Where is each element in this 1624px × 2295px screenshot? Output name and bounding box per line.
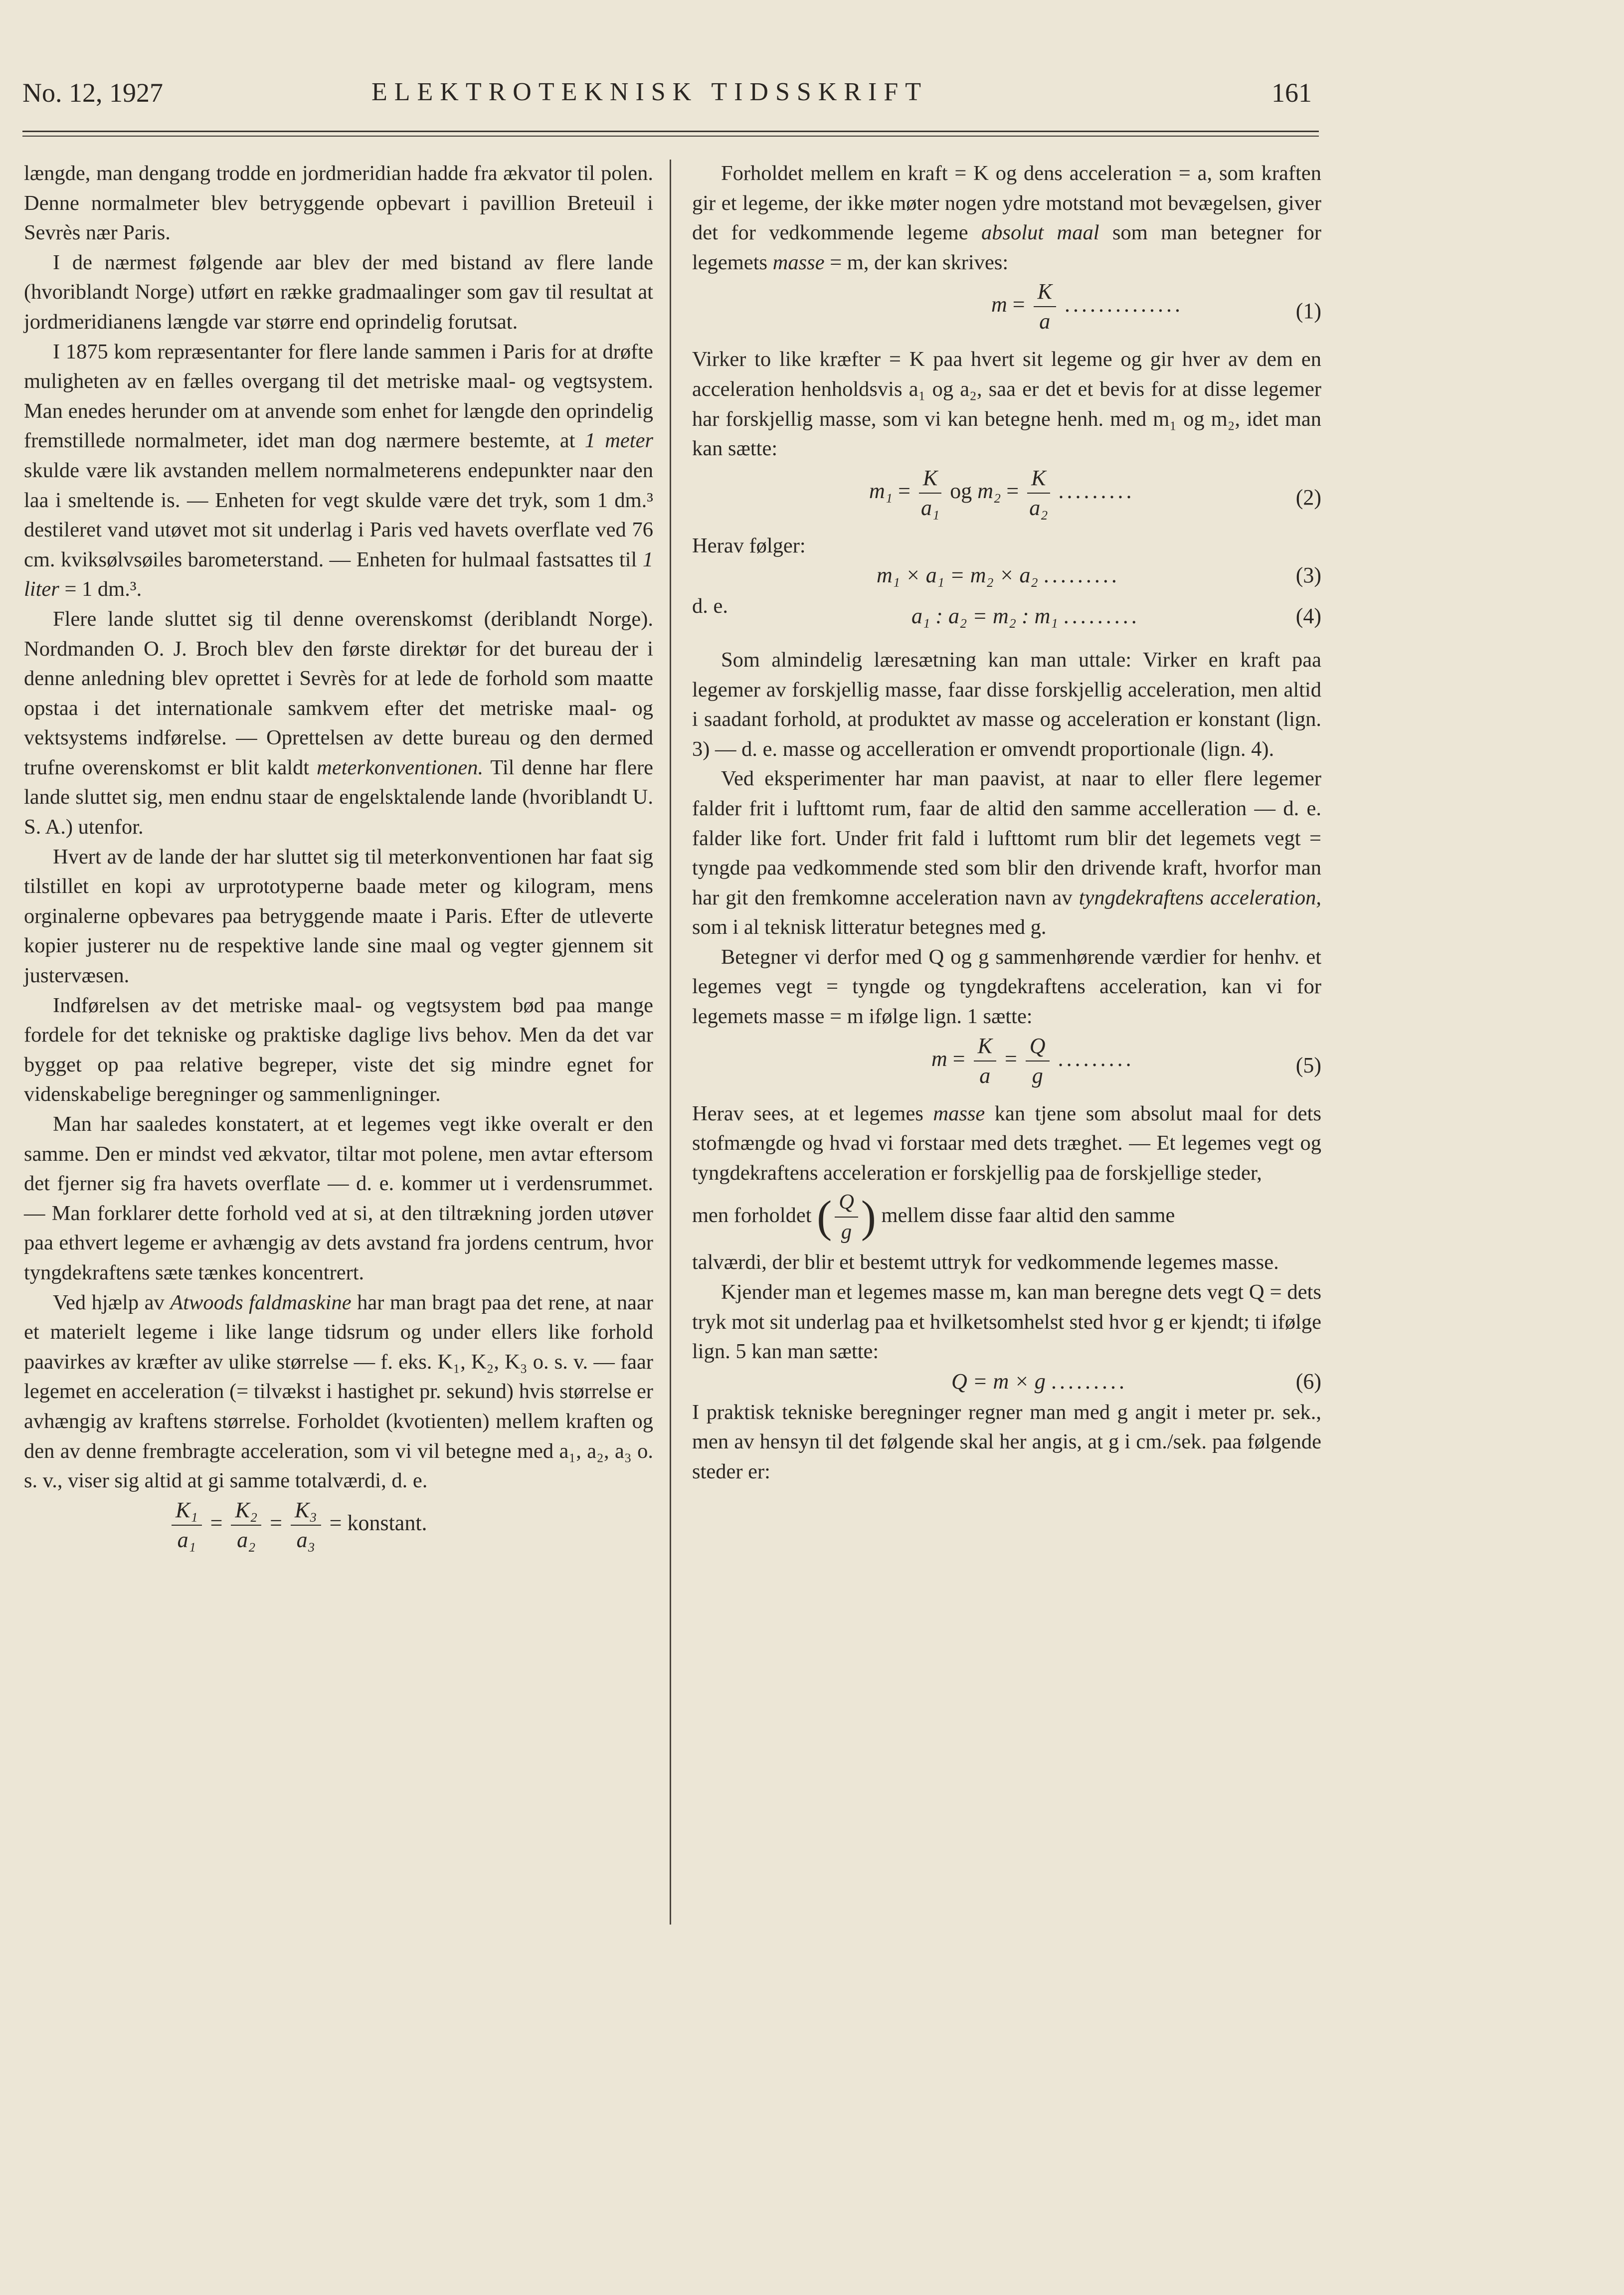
equation-5: m = $\frac{K}{a}$ = $\frac{Q}{g}$ ......... (5) [692, 1032, 1321, 1099]
paragraph: Som almindelig læresætning kan man uttale: Virker en kraft paa legemer av forskjellig masse, faar disse forskjellig acceleration, men altid i saadant forhold, at produktet av masse og acceleration er konstant (lign. 3) — d. e. masse og accelleration er omvendt proportionale (lign. 4). [692, 648, 1321, 761]
equation-4: a₁ : a₂ = m₂ : m₁ ......... (4) [911, 603, 1321, 628]
paragraph: Ved hjælp av Atwoods faldmaskine har man bragt paa det rene, at naar et materielt legeme i like lange tidsrum og under ellers like forhold paavirkes av kræfter av ulike størrelse — f. eks. K₁, K₂, K₃ o. s. v. — faar legemet en acceleration (= tilvækst i hastighet pr. sekund) hvis størrelse er avhængig av kraftens størrelse. Forholdet (kvotienten) mellem kraften og den av denne frembragte acceleration, som vi vil betegne med a₁, a₂, a₃ o. s. v., viser sig altid at gi samme totalværdi, d. e. [24, 1290, 654, 1493]
equation-3: m₁ × a₁ = m₂ × a₂ ......... (3) [877, 563, 1321, 588]
paragraph: Indførelsen av det metriske maal- og vegtsystem bød paa mange fordele for det tekniske og praktiske daglige livs behov. Men da det var bygget op paa relative begreper, viste det sig mindre egnet for videnskabelige beregninger og sammenligninger. [24, 993, 653, 1106]
ratio-line: men forholdet ( $\frac{Q}{g}$ ) mellem disse faar altid den samme [692, 1188, 1321, 1247]
paragraph: Virker to like kræfter = K paa hvert sit legeme og gir hver av dem en acceleration henholdsvis a₁ og a₂, saa er det et bevis for at disse legemer har forskjellig masse, som vi kan betegne henh. med m₁ og m₂, idet man kan sætte: [692, 348, 1321, 461]
fraction: $\frac{K}{\text{a₂}}$ [1027, 464, 1050, 523]
equation-2: m₁ = $\frac{K}{\text{a₁}}$ og m₂ = $\frac{K}{\text{a₂}}$ ......... (2) [692, 464, 1321, 531]
paragraph: Kjender man et legemes masse m, kan man beregne dets vegt Q = dets tryk mot sit underlag paa et hvilketsomhelst sted hvor g er kjendt; ti ifølge lign. 5 kan man sætte: [692, 1280, 1321, 1364]
paragraph: Hvert av de lande der har sluttet sig til meterkonventionen har faat sig tilstillet en kopi av urprototyperne baade meter og kilogram, mens orginalerne opbevares paa betryggende maate i Paris. Efter de utleverte kopier justerer nu de respektive lande sine maal og vegter gjennem sit justervæsen. [24, 845, 653, 988]
page-number: 161 [1271, 78, 1312, 108]
paragraph: Herav følger: [692, 533, 806, 557]
left-column [24, 159, 653, 1561]
paragraph: d. e. [692, 594, 728, 618]
paragraph: Herav sees, at et legemes masse kan tjene som absolut maal for dets stofmængde og hvad vi forstaar med dets træghet. — Et legemes vegt og tyngdekraftens acceleration er forskjellig paa de forskjellige steder, [692, 1101, 1321, 1185]
fraction: $\frac{K}{a}$ [1034, 277, 1056, 336]
right-column [692, 159, 1321, 1487]
fraction: $\frac{Q}{g}$ [1026, 1032, 1050, 1090]
fraction: $\frac{\text{K₃}}{\text{a₃}}$ [291, 1496, 321, 1555]
equation-1: m = $\frac{K}{a}$ .............. (1) [692, 277, 1321, 345]
paragraph: talværdi, der blir et bestemt uttryk for vedkommende legemes masse. [692, 1250, 1279, 1274]
fraction: $\frac{\text{K₁}}{\text{a₁}}$ [172, 1496, 202, 1555]
header-rule-bottom [22, 136, 1319, 137]
equation-6: Q = m × g ......... (6) [951, 1369, 1321, 1394]
column-divider [670, 160, 671, 1925]
paragraph: længde, man dengang trodde en jordmeridian hadde fra ækvator til polen. Denne normalmeter blev betryggende opbevart i pavillion Breteuil i Sevrès nær Paris. [24, 162, 653, 245]
fraction: $\frac{Q}{g}$ [835, 1188, 858, 1246]
journal-title: ELEKTROTEKNISK TIDSSKRIFT [371, 78, 928, 106]
paragraph: I 1875 kom repræsentanter for flere lande sammen i Paris for at drøfte muligheten av en fælles overgang til det metriske maal- og vegtsystem. Man enedes herunder om at anvende som enhet for længde den oprindelig fremstillede normalmeter, idet man dog nærmere bestemte, at 1 meter skulde være lik avstanden mellem normalmeterens endepunkter naar den laa i smeltende is. — Enheten for vegt skulde være det tryk, som 1 dm.³ destileret vand utøvet mot sit underlag i Paris ved havets overflate ved 76 cm. kviksølvsøiles barometerstand. — Enheten for hulmaal fastsattes til 1 liter = 1 dm.³. [24, 340, 653, 601]
paragraph: I praktisk tekniske beregninger regner man med g angit i meter pr. sek., men av hensyn til det følgende skal her angis, at g i cm./sek. paa følgende steder er: [692, 1400, 1321, 1483]
paragraph: Man har saaledes konstatert, at et legemes vegt ikke overalt er den samme. Den er mindst ved ækvator, tiltar mot polene, men avtar eftersom det fjerner sig fra havets overflate — d. e. kommer ut i verdensrummet. — Man forklarer dette forhold ved at si, at den tiltrækning jorden utøver paa ethvert legeme er avhængig av dets avstand fra jordens centrum, hvor tyngdekraftens sæte tænkes koncentrert. [24, 1112, 653, 1284]
issue-number: No. 12, 1927 [22, 78, 163, 108]
paragraph: I de nærmest følgende aar blev der med bistand av flere lande (hvoriblandt Norge) utført en række gradmaalinger som gav til resultat at jordmeridianens længde var større end oprindelig forutsat. [24, 250, 653, 334]
running-header [22, 77, 1319, 112]
fraction: $\frac{K}{\text{a₁}}$ [919, 464, 941, 523]
fraction: $\frac{\text{K₂}}{\text{a₂}}$ [231, 1496, 261, 1555]
paragraph: Ved eksperimenter har man paavist, at naar to eller flere legemer falder frit i lufttomt rum, faar de altid den samme accelleration — d. e. falder like fort. Under frit fald i lufttomt rum blir det legemets vegt = tyngde paa vedkommende sted som blir den drivende kraft, hvorfor man har git den fremkomne acceleration navn av tyngdekraftens acceleration, som i al teknisk litteratur betegnes med g. [692, 767, 1321, 939]
paragraph: Flere lande sluttet sig til denne overenskomst (deriblandt Norge). Nordmanden O. J. Broch blev den første direktør for det bureau der i denne anledning blev oprettet i Sevrès for at lede de forhold som maatte opstaa i det internationale samkvem efter det metriske maal- og vektsystems indførelse. — Oprettelsen av dette bureau og den dermed trufne overenskomst er blit kaldt meterkonventionen. Til denne har flere lande sluttet sig, men endnu staar de engelsktalende lande (hvoriblandt U. S. A.) utenfor. [24, 607, 653, 839]
fraction: $\frac{K}{a}$ [974, 1032, 996, 1090]
header-rule-top [22, 131, 1319, 132]
paragraph: Forholdet mellem en kraft = K og dens acceleration = a, som kraften gir et legeme, der ikke møter nogen ydre motstand mot bevægelsen, giver det for vedkommende legeme absolut maal som man betegner for legemets masse = m, der kan skrives: [692, 162, 1322, 274]
paragraph: Betegner vi derfor med Q og g sammenhørende værdier for henhv. et legemes vegt = tyngde og tyngdekraftens acceleration, kan vi for legemets masse = m ifølge lign. 1 sætte: [692, 945, 1321, 1029]
equation-ratio-constant: $\frac{\text{K₁}}{\text{a₁}}$ = $\frac{\text{K₂}}{\text{a₂}}$ = $\frac{\text{K₃}}{\text{a₃}}$ = konstant. [24, 1496, 653, 1561]
